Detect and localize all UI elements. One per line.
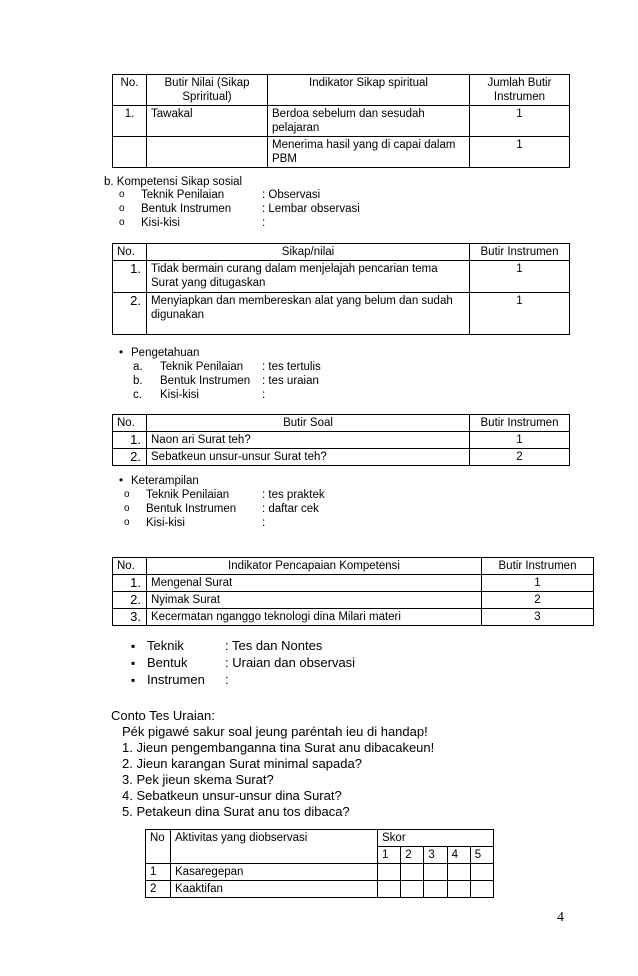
table-header-row: [113, 75, 570, 106]
question-item: 2. Jieun karangan Surat minimal sapada?: [122, 756, 362, 771]
col-header-indikator: Indikator Pencapaian Kompetensi: [147, 558, 482, 575]
score-cell: [424, 881, 447, 898]
row-no: 3.: [113, 609, 147, 626]
row-value: 1: [482, 575, 594, 592]
score-4: 4: [447, 847, 470, 864]
summary-value: : Uraian dan observasi: [225, 655, 356, 670]
row-text: Naon ari Surat teh?: [147, 432, 470, 449]
row-jumlah: 1: [470, 106, 570, 137]
col-header-no: No: [146, 830, 171, 864]
sikap-sosial-table: [112, 243, 570, 335]
pengetahuan-item-value: :: [262, 389, 266, 401]
table-header-row: [113, 415, 570, 432]
pengetahuan-item-label: Bentuk Instrumen: [160, 375, 251, 387]
row-no: 2.: [113, 592, 147, 609]
pengetahuan-item-value: : tes tertulis: [262, 361, 321, 373]
row-no: 1.: [113, 432, 147, 449]
pengetahuan-item-label: Kisi-kisi: [160, 389, 199, 401]
col-header-no: No.: [113, 558, 147, 575]
score-2: 2: [401, 847, 424, 864]
pengetahuan-item-label: Teknik Penilaian: [160, 361, 244, 373]
row-no: 2.: [113, 449, 147, 466]
col-header-no: No.: [113, 244, 147, 261]
page-number: 4: [557, 910, 564, 925]
row-text: Nyimak Surat: [147, 592, 482, 609]
pengetahuan-marker: c.: [133, 389, 142, 401]
section-b-title: b. Kompetensi Sikap sosial: [104, 176, 243, 188]
col-header-butir: Butir Instrumen: [482, 558, 594, 575]
section-b-item-value: : Observasi: [262, 189, 321, 201]
section-b-item-value: :: [262, 217, 266, 229]
score-cell: [447, 864, 470, 881]
row-no: 2.: [113, 293, 147, 335]
row-no: 1.: [113, 106, 147, 137]
table-row: [113, 261, 570, 293]
pengetahuan-item-value: : tes uraian: [262, 375, 319, 387]
row-value: 1: [470, 432, 570, 449]
question-item: 4. Sebatkeun unsur-unsur dina Surat?: [122, 788, 342, 803]
score-cell: [378, 864, 401, 881]
score-cell: [470, 864, 493, 881]
row-no: 2: [146, 881, 171, 898]
table-row: [113, 106, 570, 137]
row-text: Tidak bermain curang dalam menjelajah pencarian tema Surat yang ditugaskan: [147, 261, 470, 293]
score-1: 1: [378, 847, 401, 864]
spiritual-table: [112, 74, 570, 168]
summary-label: ▪ Bentuk: [147, 655, 187, 671]
table-row: [113, 432, 570, 449]
score-3: 3: [424, 847, 447, 864]
observasi-table: [145, 829, 494, 898]
row-value: 1: [470, 261, 570, 293]
table-header-row: [113, 558, 594, 575]
table-row: [113, 449, 570, 466]
summary-value: : Tes dan Nontes: [225, 638, 323, 653]
row-value: 3: [482, 609, 594, 626]
question-item: 1. Jieun pengembanganna tina Surat anu dibacakeun!: [122, 740, 435, 755]
score-cell: [401, 864, 424, 881]
row-no: [113, 137, 147, 168]
col-header-butir: Butir Instrumen: [470, 244, 570, 261]
row-indikator: Menerima hasil yang di capai dalam PBM: [268, 137, 470, 168]
row-value: 1: [470, 293, 570, 335]
question-item: 3. Pek jieun skema Surat?: [122, 772, 274, 787]
col-header-jumlah: Jumlah Butir Instrumen: [470, 75, 570, 106]
row-indikator: Berdoa sebelum dan sesudah pelajaran: [268, 106, 470, 137]
score-cell: [447, 881, 470, 898]
keterampilan-item-label: o Kisi-kisi: [146, 516, 185, 530]
pengetahuan-marker: a.: [133, 361, 143, 373]
row-text: Mengenal Surat: [147, 575, 482, 592]
row-jumlah: 1: [470, 137, 570, 168]
keterampilan-item-label: o Bentuk Instrumen: [146, 502, 236, 516]
row-no: 1.: [113, 575, 147, 592]
row-text: Kaaktifan: [171, 881, 378, 898]
summary-value: :: [225, 672, 229, 687]
row-text: Kecermatan nganggo teknologi dina Milari materi: [147, 609, 482, 626]
table-row: [113, 137, 570, 168]
col-header-skor: Skor: [378, 830, 494, 847]
table-row: [113, 592, 594, 609]
col-header-butir: Butir Instrumen: [470, 415, 570, 432]
row-no: 1: [146, 864, 171, 881]
table-header-row: [113, 244, 570, 261]
keterampilan-item-value: :: [262, 517, 266, 529]
row-text: Menyiapkan dan membereskan alat yang belum dan sudah digunakan: [147, 293, 470, 335]
section-b-item-label: o Teknik Penilaian: [141, 188, 224, 202]
row-butir: [147, 137, 268, 168]
table-row: [146, 864, 494, 881]
keterampilan-item-label: o Teknik Penilaian: [146, 488, 229, 502]
table-row: [113, 609, 594, 626]
table-row: [113, 575, 594, 592]
conto-intro: Pék pigawé sakur soal jeung paréntah ieu di handap!: [122, 724, 428, 739]
row-no: 1.: [113, 261, 147, 293]
score-cell: [401, 881, 424, 898]
butir-soal-table: [112, 414, 570, 466]
table-row: [113, 293, 570, 335]
row-text: Sebatkeun unsur-unsur Surat teh?: [147, 449, 470, 466]
keterampilan-title: • Keterampilan: [131, 474, 199, 488]
keterampilan-item-value: : daftar cek: [262, 503, 319, 515]
section-b-item-label: o Kisi-kisi: [141, 216, 180, 230]
score-cell: [378, 881, 401, 898]
conto-title: Conto Tes Uraian:: [111, 708, 215, 723]
section-b-item-label: o Bentuk Instrumen: [141, 202, 231, 216]
row-text: Kasaregepan: [171, 864, 378, 881]
pengetahuan-marker: b.: [133, 375, 143, 387]
summary-label: ▪ Teknik: [147, 638, 184, 654]
col-header-indikator: Indikator Sikap spiritual: [268, 75, 470, 106]
col-header-sikap: Sikap/nilai: [147, 244, 470, 261]
table-row: [146, 881, 494, 898]
score-5: 5: [470, 847, 493, 864]
col-header-butir-soal: Butir Soal: [147, 415, 470, 432]
col-header-no: No.: [113, 415, 147, 432]
row-butir: Tawakal: [147, 106, 268, 137]
score-cell: [424, 864, 447, 881]
question-item: 5. Petakeun dina Surat anu tos dibaca?: [122, 804, 350, 819]
col-header-aktivitas: Aktivitas yang diobservasi: [171, 830, 378, 864]
table-header-row: [146, 830, 494, 847]
col-header-butir-nilai: Butir Nilai (Sikap Spriritual): [147, 75, 268, 106]
keterampilan-item-value: : tes praktek: [262, 489, 325, 501]
pengetahuan-title: • Pengetahuan: [131, 346, 199, 360]
summary-label: ▪ Instrumen: [147, 672, 205, 688]
indikator-table: [112, 557, 594, 626]
score-cell: [470, 881, 493, 898]
row-value: 2: [482, 592, 594, 609]
col-header-no: No.: [113, 75, 147, 106]
section-b-item-value: : Lembar observasi: [262, 203, 360, 215]
row-value: 2: [470, 449, 570, 466]
